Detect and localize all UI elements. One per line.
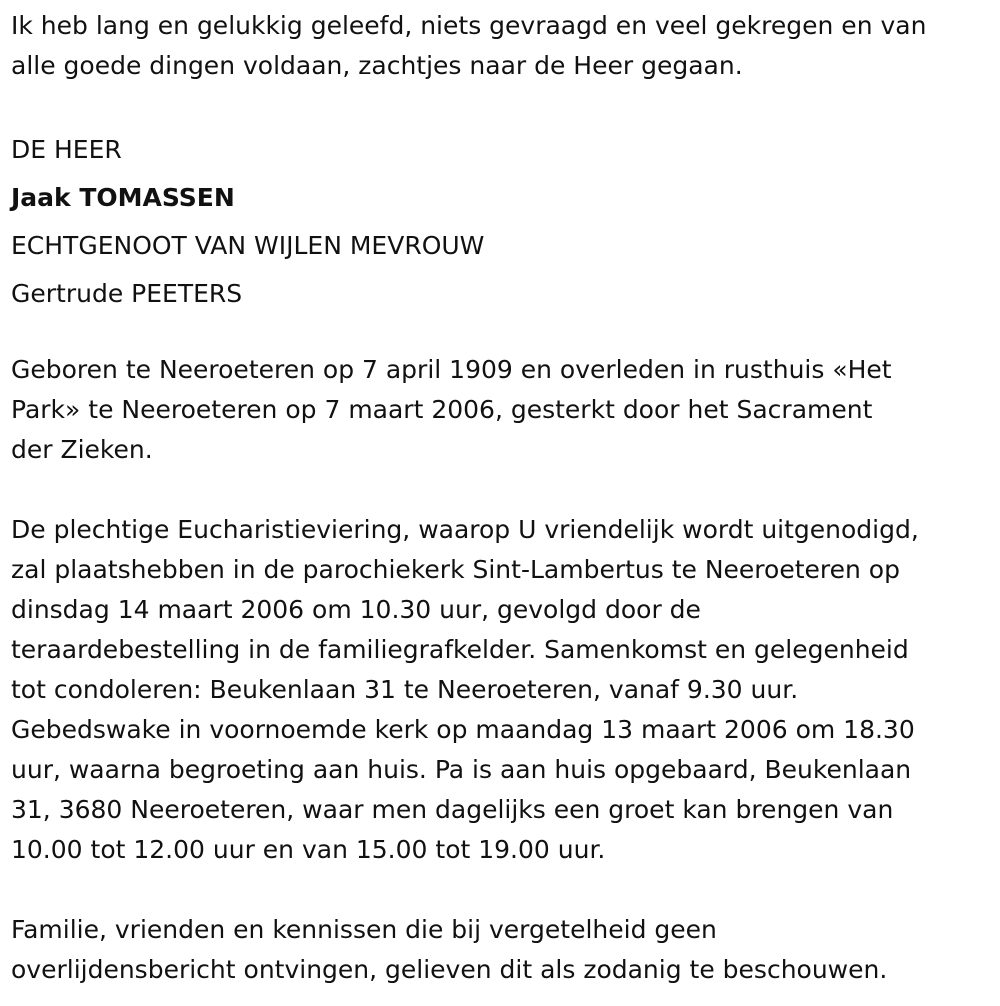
intro-line: Ik heb lang en gelukkig geleefd, niets gevraagd en veel gekregen en van: [11, 11, 927, 40]
spouse-name: Gertrude PEETERS: [11, 279, 243, 308]
paragraph-line: Park» te Neeroeteren op 7 maart 2006, gesterkt door het Sacrament: [11, 395, 873, 424]
intro-quote: [11, 6, 991, 86]
deceased-relation: ECHTGENOOT VAN WIJLEN MEVROUW: [11, 231, 485, 260]
spacer: [11, 870, 991, 910]
paragraph-line: uur, waarna begroeting aan huis. Pa is aan huis opgebaard, Beukenlaan: [11, 755, 912, 784]
deceased-block: [11, 126, 991, 318]
paragraph-line: Familie, vrienden en kennissen die bij vergetelheid geen: [11, 915, 717, 944]
ceremony-paragraph: [11, 510, 991, 870]
spacer: [11, 86, 991, 126]
paragraph-line: 10.00 tot 12.00 uur en van 15.00 tot 19.00 uur.: [11, 835, 606, 864]
intro-line: alle goede dingen voldaan, zachtjes naar de Heer gegaan.: [11, 51, 743, 80]
obituary-document: [11, 6, 991, 990]
paragraph-line: der Zieken.: [11, 435, 153, 464]
deceased-name: Jaak TOMASSEN: [11, 183, 235, 212]
paragraph-line: teraardebestelling in de familiegrafkelder. Samenkomst en gelegenheid: [11, 635, 909, 664]
deceased-title: DE HEER: [11, 135, 122, 164]
spacer: [11, 318, 991, 350]
paragraph-line: Geboren te Neeroeteren op 7 april 1909 en overleden in rusthuis «Het: [11, 355, 892, 384]
closing-paragraph: [11, 910, 991, 990]
birth-death-paragraph: [11, 350, 991, 470]
spacer: [11, 470, 991, 510]
paragraph-line: De plechtige Eucharistieviering, waarop U vriendelijk wordt uitgenodigd,: [11, 515, 919, 544]
paragraph-line: overlijdensbericht ontvingen, gelieven dit als zodanig te beschouwen.: [11, 955, 888, 984]
paragraph-line: zal plaatshebben in de parochiekerk Sint-Lambertus te Neeroeteren op: [11, 555, 900, 584]
paragraph-line: 31, 3680 Neeroeteren, waar men dagelijks een groet kan brengen van: [11, 795, 894, 824]
paragraph-line: Gebedswake in voornoemde kerk op maandag 13 maart 2006 om 18.30: [11, 715, 915, 744]
paragraph-line: dinsdag 14 maart 2006 om 10.30 uur, gevolgd door de: [11, 595, 701, 624]
paragraph-line: tot condoleren: Beukenlaan 31 te Neeroeteren, vanaf 9.30 uur.: [11, 675, 799, 704]
